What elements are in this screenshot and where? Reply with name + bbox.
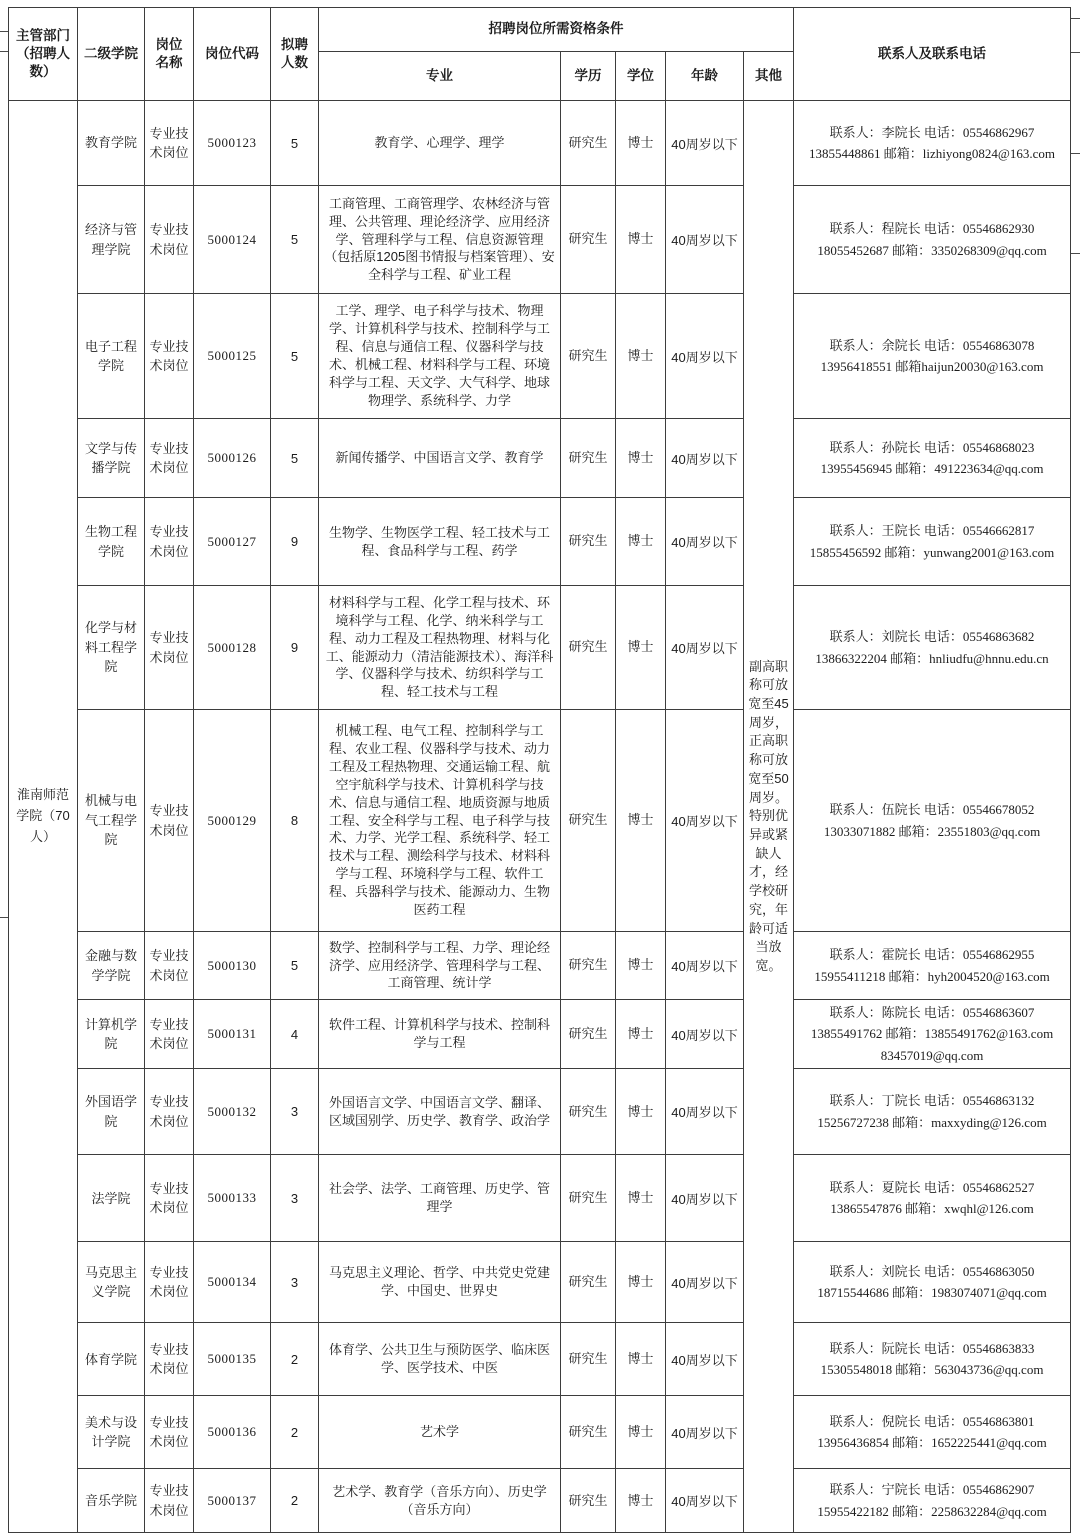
contact-cell: 联系人：阮院长 电话：05546863833 15305548018 邮箱：563043736@qq.com xyxy=(794,1323,1071,1396)
age-cell: 40周岁以下 xyxy=(666,294,744,419)
education-cell: 研究生 xyxy=(561,1323,616,1396)
education-cell: 研究生 xyxy=(561,186,616,294)
majors-cell: 体育学、公共卫生与预防医学、临床医学、医学技术、中医 xyxy=(319,1323,561,1396)
education-cell: 研究生 xyxy=(561,498,616,586)
position-code-cell: 5000123 xyxy=(194,101,271,186)
table-row xyxy=(9,1069,1071,1155)
college-cell: 教育学院 xyxy=(78,101,145,186)
planned-hires-cell: 9 xyxy=(271,498,319,586)
college-cell: 美术与设计学院 xyxy=(78,1396,145,1469)
contact-cell: 联系人：孙院长 电话：05546868023 13955456945 邮箱：491223634@qq.com xyxy=(794,419,1071,498)
age-cell: 40周岁以下 xyxy=(666,186,744,294)
college-cell: 机械与电气工程学院 xyxy=(78,710,145,932)
degree-cell: 博士 xyxy=(616,1242,666,1323)
degree-cell: 博士 xyxy=(616,101,666,186)
majors-cell: 新闻传播学、中国语言文学、教育学 xyxy=(319,419,561,498)
age-cell: 40周岁以下 xyxy=(666,710,744,932)
college-cell: 电子工程学院 xyxy=(78,294,145,419)
edge-gridline xyxy=(1071,253,1080,254)
contact-cell: 联系人：倪院长 电话：05546863801 13956436854 邮箱：1652225441@qq.com xyxy=(794,1396,1071,1469)
table-row xyxy=(9,498,1071,586)
degree-cell: 博士 xyxy=(616,294,666,419)
edge-gridline xyxy=(1071,18,1080,19)
table-row xyxy=(9,101,1071,186)
edge-gridline xyxy=(1071,153,1080,154)
contact-cell: 联系人：陈院长 电话：05546863607 13855491762 邮箱：13855491762@163.com 83457019@qq.com xyxy=(794,1000,1071,1069)
majors-cell: 社会学、法学、工商管理、历史学、管理学 xyxy=(319,1155,561,1242)
contact-cell: 联系人：宁院长 电话：05546862907 15955422182 邮箱：2258632284@qq.com xyxy=(794,1469,1071,1533)
position-code-cell: 5000128 xyxy=(194,586,271,710)
degree-cell: 博士 xyxy=(616,586,666,710)
header-position-name: 岗位名称 xyxy=(145,8,194,101)
table-row xyxy=(9,586,1071,710)
position-code-cell: 5000131 xyxy=(194,1000,271,1069)
college-cell: 计算机学院 xyxy=(78,1000,145,1069)
majors-cell: 艺术学、教育学（音乐方向）、历史学（音乐方向） xyxy=(319,1469,561,1533)
contact-cell: 联系人：丁院长 电话：05546863132 15256727238 邮箱：maxxyding@126.com xyxy=(794,1069,1071,1155)
planned-hires-cell: 5 xyxy=(271,932,319,1000)
planned-hires-cell: 2 xyxy=(271,1396,319,1469)
table-row xyxy=(9,932,1071,1000)
position-name-cell: 专业技术岗位 xyxy=(145,1069,194,1155)
table-row xyxy=(9,1323,1071,1396)
education-cell: 研究生 xyxy=(561,586,616,710)
planned-hires-cell: 5 xyxy=(271,419,319,498)
position-name-cell: 专业技术岗位 xyxy=(145,101,194,186)
position-code-cell: 5000129 xyxy=(194,710,271,932)
age-cell: 40周岁以下 xyxy=(666,1323,744,1396)
age-cell: 40周岁以下 xyxy=(666,1155,744,1242)
age-cell: 40周岁以下 xyxy=(666,1000,744,1069)
edge-gridline xyxy=(0,51,8,52)
planned-hires-cell: 8 xyxy=(271,710,319,932)
table-row xyxy=(9,1396,1071,1469)
degree-cell: 博士 xyxy=(616,1469,666,1533)
table-row xyxy=(9,294,1071,419)
majors-cell: 生物学、生物医学工程、轻工技术与工程、食品科学与工程、药学 xyxy=(319,498,561,586)
college-cell: 马克思主义学院 xyxy=(78,1242,145,1323)
position-name-cell: 专业技术岗位 xyxy=(145,1000,194,1069)
position-name-cell: 专业技术岗位 xyxy=(145,186,194,294)
planned-hires-cell: 5 xyxy=(271,294,319,419)
table-row xyxy=(9,1155,1071,1242)
position-code-cell: 5000126 xyxy=(194,419,271,498)
position-name-cell: 专业技术岗位 xyxy=(145,1242,194,1323)
education-cell: 研究生 xyxy=(561,932,616,1000)
college-cell: 金融与数学学院 xyxy=(78,932,145,1000)
position-code-cell: 5000133 xyxy=(194,1155,271,1242)
header-department: 主管部门（招聘人数） xyxy=(9,8,78,101)
degree-cell: 博士 xyxy=(616,1000,666,1069)
education-cell: 研究生 xyxy=(561,1000,616,1069)
table-row xyxy=(9,419,1071,498)
position-code-cell: 5000127 xyxy=(194,498,271,586)
majors-cell: 工学、理学、电子科学与技术、物理学、计算机科学与技术、控制科学与工程、信息与通信工程、仪器科学与技术、机械工程、材料科学与工程、环境科学与工程、天文学、大气科学、地球物理学、系统科学、力学 xyxy=(319,294,561,419)
planned-hires-cell: 4 xyxy=(271,1000,319,1069)
college-cell: 经济与管理学院 xyxy=(78,186,145,294)
position-code-cell: 5000124 xyxy=(194,186,271,294)
age-cell: 40周岁以下 xyxy=(666,101,744,186)
position-name-cell: 专业技术岗位 xyxy=(145,1396,194,1469)
header-college: 二级学院 xyxy=(78,8,145,101)
department-cell: 淮南师范学院（70人） xyxy=(9,101,78,1533)
position-name-cell: 专业技术岗位 xyxy=(145,294,194,419)
contact-cell: 联系人：霍院长 电话：05546862955 15955411218 邮箱：hyh2004520@163.com xyxy=(794,932,1071,1000)
table-body xyxy=(9,101,1071,1533)
position-code-cell: 5000132 xyxy=(194,1069,271,1155)
majors-cell: 机械工程、电气工程、控制科学与工程、农业工程、仪器科学与技术、动力工程及工程热物理、交通运输工程、航空宇航科学与技术、计算机科学与技术、信息与通信工程、地质资源与地质工程、安全科学与工程、电子科学与技术、力学、光学工程、系统科学、轻工技术与工程、测绘科学与技术、材料科学与工程、环境科学与工程、软件工程、兵器科学与技术、能源动力、生物医药工程 xyxy=(319,710,561,932)
education-cell: 研究生 xyxy=(561,1242,616,1323)
other-note-cell: 副高职称可放宽至45周岁，正高职称可放宽至50周岁。特别优异或紧缺人才，经学校研究，年龄可适当放宽。 xyxy=(744,101,794,1533)
planned-hires-cell: 5 xyxy=(271,186,319,294)
education-cell: 研究生 xyxy=(561,1396,616,1469)
college-cell: 化学与材料工程学院 xyxy=(78,586,145,710)
position-code-cell: 5000136 xyxy=(194,1396,271,1469)
degree-cell: 博士 xyxy=(616,932,666,1000)
degree-cell: 博士 xyxy=(616,1069,666,1155)
position-code-cell: 5000134 xyxy=(194,1242,271,1323)
position-name-cell: 专业技术岗位 xyxy=(145,498,194,586)
degree-cell: 博士 xyxy=(616,498,666,586)
planned-hires-cell: 2 xyxy=(271,1469,319,1533)
degree-cell: 博士 xyxy=(616,1396,666,1469)
planned-hires-cell: 3 xyxy=(271,1069,319,1155)
header-position-code: 岗位代码 xyxy=(194,8,271,101)
majors-cell: 艺术学 xyxy=(319,1396,561,1469)
education-cell: 研究生 xyxy=(561,419,616,498)
degree-cell: 博士 xyxy=(616,186,666,294)
contact-cell: 联系人：刘院长 电话：05546863682 13866322204 邮箱：hnliudfu@hnnu.edu.cn xyxy=(794,586,1071,710)
age-cell: 40周岁以下 xyxy=(666,498,744,586)
table-row xyxy=(9,1242,1071,1323)
education-cell: 研究生 xyxy=(561,1469,616,1533)
table-header xyxy=(9,8,1071,101)
degree-cell: 博士 xyxy=(616,419,666,498)
position-name-cell: 专业技术岗位 xyxy=(145,1323,194,1396)
contact-cell: 联系人：程院长 电话：05546862930 18055452687 邮箱：3350268309@qq.com xyxy=(794,186,1071,294)
education-cell: 研究生 xyxy=(561,710,616,932)
majors-cell: 教育学、心理学、理学 xyxy=(319,101,561,186)
header-planned-hires: 拟聘人数 xyxy=(271,8,319,101)
header-contact: 联系人及联系电话 xyxy=(794,8,1071,101)
education-cell: 研究生 xyxy=(561,101,616,186)
degree-cell: 博士 xyxy=(616,1155,666,1242)
college-cell: 法学院 xyxy=(78,1155,145,1242)
age-cell: 40周岁以下 xyxy=(666,419,744,498)
edge-gridline xyxy=(1071,52,1080,53)
edge-gridline xyxy=(0,917,8,918)
header-other: 其他 xyxy=(744,52,794,101)
age-cell: 40周岁以下 xyxy=(666,1396,744,1469)
position-name-cell: 专业技术岗位 xyxy=(145,932,194,1000)
majors-cell: 数学、控制科学与工程、力学、理论经济学、应用经济学、管理科学与工程、工商管理、统计学 xyxy=(319,932,561,1000)
degree-cell: 博士 xyxy=(616,710,666,932)
degree-cell: 博士 xyxy=(616,1323,666,1396)
majors-cell: 工商管理、工商管理学、农林经济与管理、公共管理、理论经济学、应用经济学、管理科学与工程、信息资源管理（包括原1205图书情报与档案管理）、安全科学与工程、矿业工程 xyxy=(319,186,561,294)
contact-cell: 联系人：王院长 电话：05546662817 15855456592 邮箱：yunwang2001@163.com xyxy=(794,498,1071,586)
header-age: 年龄 xyxy=(666,52,744,101)
header-education: 学历 xyxy=(561,52,616,101)
header-degree: 学位 xyxy=(616,52,666,101)
planned-hires-cell: 9 xyxy=(271,586,319,710)
age-cell: 40周岁以下 xyxy=(666,932,744,1000)
table-row xyxy=(9,186,1071,294)
contact-cell: 联系人：伍院长 电话：05546678052 13033071882 邮箱：23551803@qq.com xyxy=(794,710,1071,932)
position-code-cell: 5000135 xyxy=(194,1323,271,1396)
position-name-cell: 专业技术岗位 xyxy=(145,710,194,932)
planned-hires-cell: 2 xyxy=(271,1323,319,1396)
college-cell: 生物工程学院 xyxy=(78,498,145,586)
recruitment-positions-table xyxy=(8,7,1071,1533)
education-cell: 研究生 xyxy=(561,1069,616,1155)
majors-cell: 材料科学与工程、化学工程与技术、环境科学与工程、化学、纳米科学与工程、动力工程及工程热物理、材料与化工、能源动力（清洁能源技术）、海洋科学、仪器科学与技术、纺织科学与工程、轻工技术与工程 xyxy=(319,586,561,710)
education-cell: 研究生 xyxy=(561,1155,616,1242)
college-cell: 外国语学院 xyxy=(78,1069,145,1155)
table-row xyxy=(9,1000,1071,1069)
position-name-cell: 专业技术岗位 xyxy=(145,1155,194,1242)
position-code-cell: 5000125 xyxy=(194,294,271,419)
education-cell: 研究生 xyxy=(561,294,616,419)
position-name-cell: 专业技术岗位 xyxy=(145,419,194,498)
position-code-cell: 5000137 xyxy=(194,1469,271,1533)
planned-hires-cell: 5 xyxy=(271,101,319,186)
contact-cell: 联系人：李院长 电话：05546862967 13855448861 邮箱：lizhiyong0824@163.com xyxy=(794,101,1071,186)
college-cell: 音乐学院 xyxy=(78,1469,145,1533)
age-cell: 40周岁以下 xyxy=(666,1242,744,1323)
contact-cell: 联系人：刘院长 电话：05546863050 18715544686 邮箱：1983074071@qq.com xyxy=(794,1242,1071,1323)
age-cell: 40周岁以下 xyxy=(666,1469,744,1533)
majors-cell: 马克思主义理论、哲学、中共党史党建学、中国史、世界史 xyxy=(319,1242,561,1323)
majors-cell: 软件工程、计算机科学与技术、控制科学与工程 xyxy=(319,1000,561,1069)
header-major: 专业 xyxy=(319,52,561,101)
college-cell: 文学与传播学院 xyxy=(78,419,145,498)
edge-gridline xyxy=(0,31,8,32)
majors-cell: 外国语言文学、中国语言文学、翻译、区域国别学、历史学、教育学、政治学 xyxy=(319,1069,561,1155)
table-row xyxy=(9,1469,1071,1533)
planned-hires-cell: 3 xyxy=(271,1242,319,1323)
planned-hires-cell: 3 xyxy=(271,1155,319,1242)
college-cell: 体育学院 xyxy=(78,1323,145,1396)
contact-cell: 联系人：夏院长 电话：05546862527 13865547876 邮箱：xwqhl@126.com xyxy=(794,1155,1071,1242)
age-cell: 40周岁以下 xyxy=(666,1069,744,1155)
header-qualifications-group: 招聘岗位所需资格条件 xyxy=(319,8,794,52)
table-row xyxy=(9,710,1071,932)
position-code-cell: 5000130 xyxy=(194,932,271,1000)
contact-cell: 联系人：余院长 电话：05546863078 13956418551 邮箱haijun20030@163.com xyxy=(794,294,1071,419)
position-name-cell: 专业技术岗位 xyxy=(145,586,194,710)
position-name-cell: 专业技术岗位 xyxy=(145,1469,194,1533)
age-cell: 40周岁以下 xyxy=(666,586,744,710)
